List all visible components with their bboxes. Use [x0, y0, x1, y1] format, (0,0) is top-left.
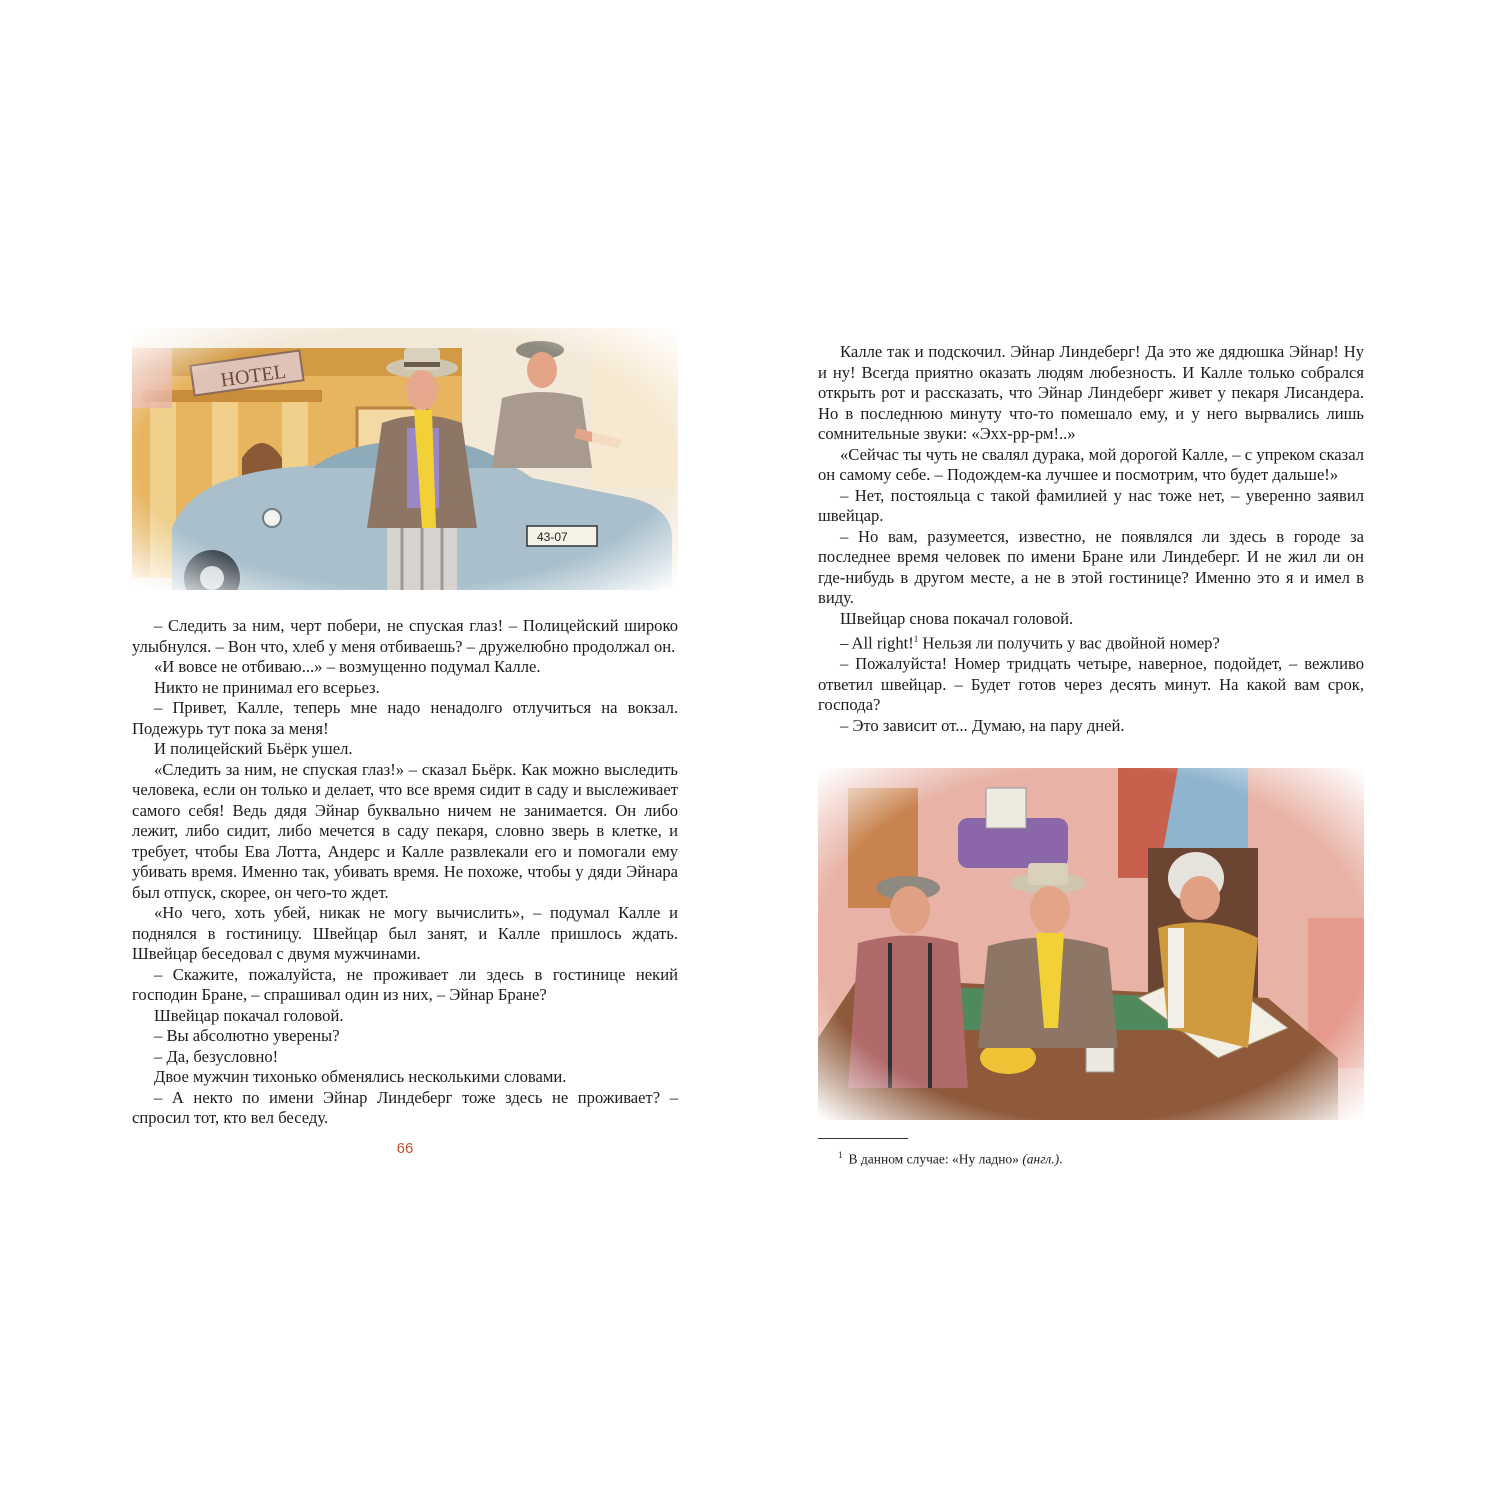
paragraph: – Привет, Калле, теперь мне надо ненадолго отлучиться на вокзал. Подежурь тут пока за меня! [132, 698, 678, 738]
paragraph: «Сейчас ты чуть не свалял дурака, мой дорогой Калле, – с упреком сказал он самому себе. – Подождем-ка лучшее и посмотрим, что будет дальше!» [818, 444, 1364, 484]
hotel-scene-svg [132, 328, 678, 590]
paragraph: Калле так и подскочил. Эйнар Линдеберг! Да это же дядюшка Эйнар! Ну и ну! Всегда приятно оказать людям любезность. И Калле только собрался открыть рот и рассказать, что Эйнар Линдеберг живет у пекаря Лисандера. Но в последнюю минуту что-то помешало ему, и у него вырвались лишь сомнительные звуки: «Эхх-рр-рм!..» [818, 342, 1364, 443]
paragraph: «И вовсе не отбиваю...» – возмущенно подумал Калле. [154, 657, 541, 676]
footnote-marker: 1 [838, 1150, 843, 1161]
paragraph: Швейцар снова покачал головой. [840, 608, 1074, 628]
paragraph: – Это зависит от... Думаю, на пару дней. [840, 715, 1125, 735]
footnote-area [818, 1138, 1364, 1168]
paragraph: – Но вам, разумеется, известно, не появлялся ли здесь в городе за последнее время человек по имени Бране или Линдеберг. И не жил ли он где-нибудь в другом месте, а не в этой гостинице? Именно это я и имел в виду. [818, 526, 1364, 607]
footnote-language-note: (англ.) [1022, 1151, 1060, 1167]
paragraph: Швейцар покачал головой. [154, 1005, 344, 1025]
left-page [132, 328, 678, 1129]
reception-scene-svg [818, 768, 1364, 1120]
paragraph: Двое мужчин тихонько обменялись несколькими словами. [154, 1067, 567, 1086]
paragraph: И полицейский Бьёрк ушел. [154, 739, 353, 758]
footnote: $^1$ В данном случае: «Ну ладно» (англ.). [838, 1150, 1063, 1167]
paragraph: – А некто по имени Эйнар Линдеберг тоже здесь не проживает? – спросил тот, кто вел беседу. [132, 1087, 678, 1127]
paragraph: – Вы абсолютно уверены? [154, 1026, 340, 1045]
paragraph: «Следить за ним, не спуская глаз!» – сказал Бьёрк. Как можно выследить человека, если он только и делает, что все время сидит в саду и выслеживает самого себя! Ведь дядя Эйнар буквально ничем не занимается. Он либо лежит, либо сидит, либо мечется в саду пекаря, словно зверь в клетке, и требует, чтобы Ева Лотта, Андерс и Калле развлекали его и помогали ему убивать время. Именно так, убивать время. Не похоже, чтобы у дяди Эйнара был отпуск, скорее, он чего-то ждет. [132, 759, 678, 902]
paragraph: – Нет, постояльца с такой фамилией у нас тоже нет, – уверенно заявил швейцар. [818, 485, 1364, 525]
right-page [818, 342, 1364, 1168]
paragraph: – Пожалуйста! Номер тридцать четыре, наверное, подойдет, – вежливо ответил швейцар. – Будет готов через десять минут. На какой вам срок, господа? [818, 654, 1364, 715]
footnote-divider [818, 1138, 908, 1139]
left-page-text [132, 616, 678, 1129]
paragraph: – Следить за ним, черт побери, не спуская глаз! – Полицейский широко улыбнулся. – Вон что, хлеб у меня отбиваешь? – дружелюбно продолжал он. [132, 616, 678, 656]
paragraph: – Скажите, пожалуйста, не проживает ли здесь в гостинице некий господин Бране, – спрашивал один из них, – Эйнар Бране? [132, 964, 678, 1004]
hotel-street-illustration [132, 328, 678, 590]
paragraph: «Но чего, хоть убей, никак не могу вычислить», – подумал Калле и поднялся в гостиницу. Швейцар был занят, и Калле пришлось ждать. Швейцар беседовал с двумя мужчинами. [132, 903, 678, 963]
paragraph-all-right: – All right!$^1$ Нельзя ли получить у вас двойной номер? [840, 633, 1220, 653]
paragraph: Никто не принимал его всерьез. [154, 677, 380, 697]
hotel-reception-illustration [818, 768, 1364, 1120]
footnote-reference[interactable]: 1 [913, 634, 919, 644]
right-page-text [818, 342, 1364, 736]
paragraph: – Да, безусловно! [154, 1046, 279, 1066]
page-number: 66 [396, 1140, 414, 1157]
